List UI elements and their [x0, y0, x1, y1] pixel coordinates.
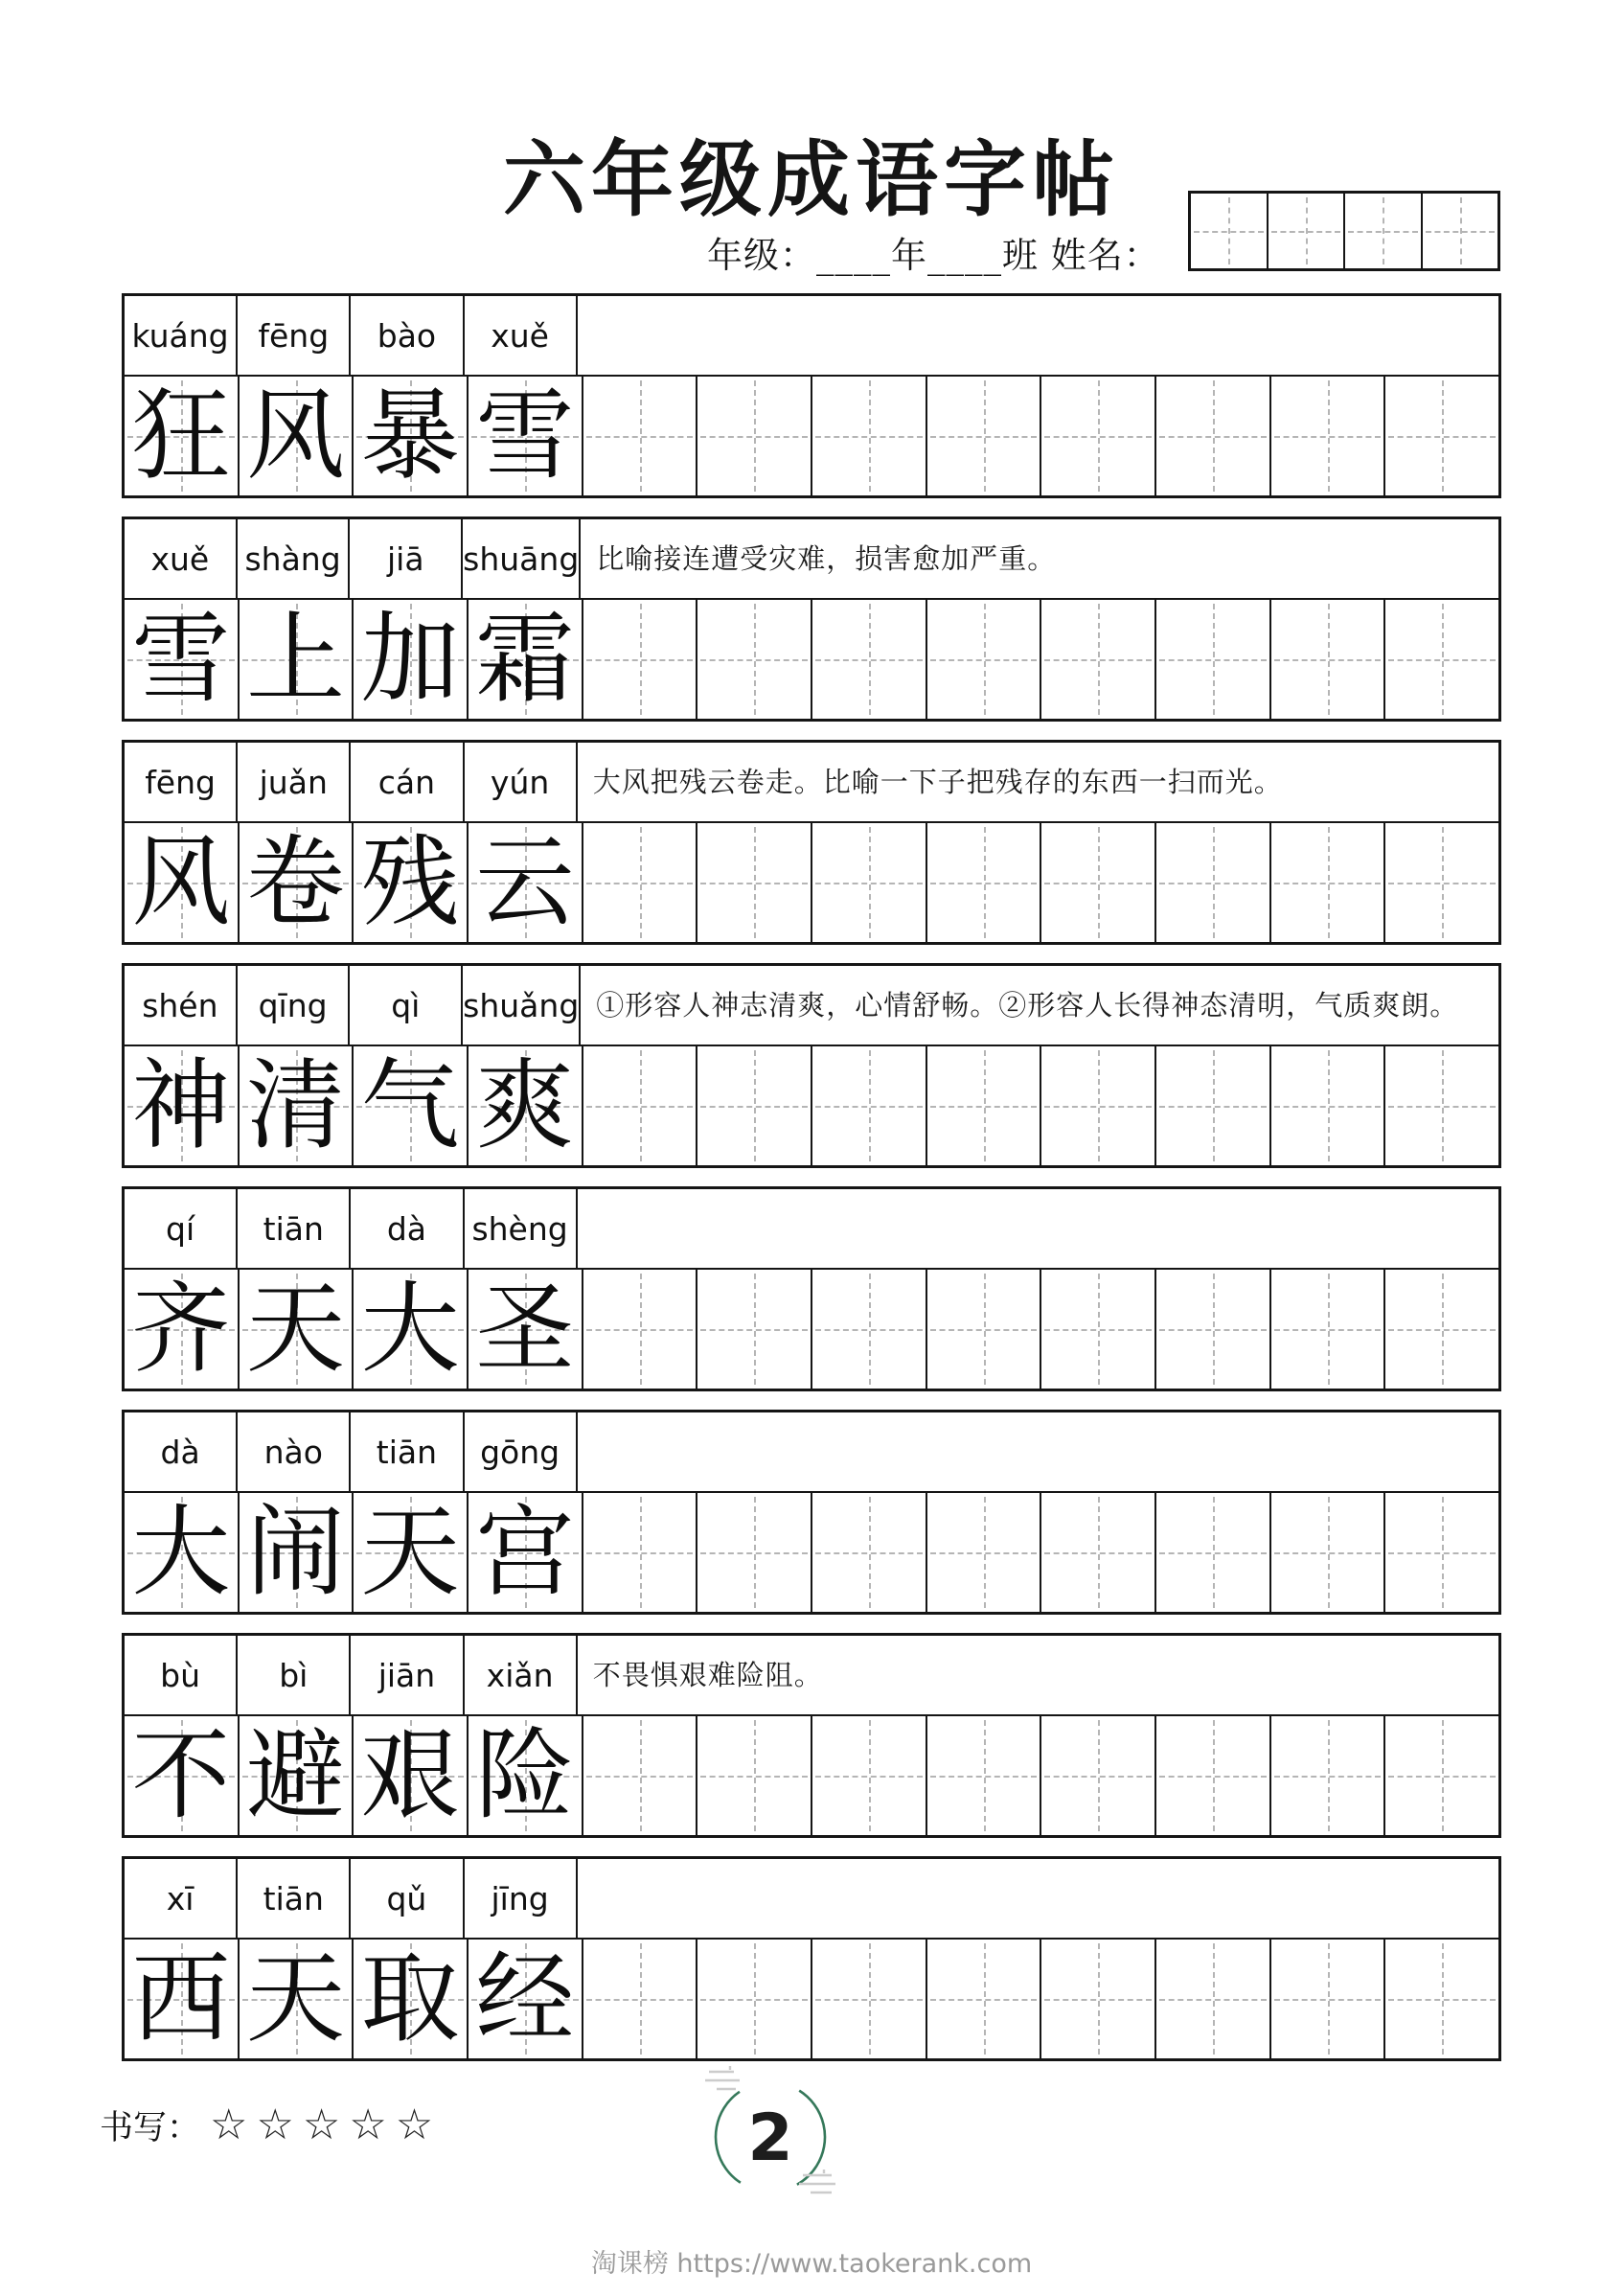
pinyin-row [125, 519, 1498, 600]
idiom-character: 加 [360, 601, 460, 717]
practice-cell [1385, 1493, 1498, 1612]
practice-cell [1041, 1046, 1156, 1165]
character-cell [240, 823, 354, 942]
explanation-cell: 大风把残云卷走。比喻一下子把残存的东西一扫而光。 [592, 765, 1283, 798]
horizontal-guide-dash [700, 436, 808, 438]
practice-cell [927, 1716, 1042, 1835]
pinyin-cell: xuě [465, 296, 578, 375]
practice-cell [812, 377, 927, 495]
horizontal-guide-dash [930, 1552, 1038, 1554]
horizontal-guide-dash [586, 1329, 694, 1331]
horizontal-guide-dash [1159, 1552, 1267, 1554]
horizontal-guide-dash [1388, 436, 1496, 438]
practice-cell [1385, 1270, 1498, 1389]
horizontal-guide-dash [930, 436, 1038, 438]
horizontal-guide-dash [586, 436, 694, 438]
character-cell [354, 600, 469, 719]
pinyin-cell: qì [350, 966, 463, 1045]
practice-cell [1156, 1940, 1271, 2058]
horizontal-guide-dash [1271, 231, 1341, 233]
pinyin-cell: bì [238, 1636, 351, 1714]
score-line [100, 2101, 442, 2149]
practice-cell [583, 600, 698, 719]
practice-cell [812, 823, 927, 942]
character-cell [354, 1046, 469, 1165]
horizontal-guide-dash [1159, 883, 1267, 884]
practice-cell [927, 1046, 1042, 1165]
horizontal-guide-dash [700, 1999, 808, 2001]
practice-cell [812, 1493, 927, 1612]
horizontal-guide-dash [586, 1552, 694, 1554]
horizontal-guide-dash [586, 1776, 694, 1778]
horizontal-guide-dash [1388, 659, 1496, 661]
practice-cell [1271, 600, 1386, 719]
page-number: 2 [747, 2101, 793, 2176]
character-cell [125, 823, 240, 942]
horizontal-guide-dash [1044, 1776, 1152, 1778]
character-cell [240, 1493, 354, 1612]
practice-cell [1271, 1716, 1386, 1835]
character-cell [354, 1940, 469, 2058]
idiom-character: 神 [131, 1047, 231, 1163]
practice-cell [1271, 377, 1386, 495]
practice-cell [1271, 1940, 1386, 2058]
pinyin-cell: kuáng [125, 296, 238, 375]
practice-cell [1156, 600, 1271, 719]
idiom-character: 雪 [475, 378, 575, 494]
pinyin-cell: tiān [351, 1412, 464, 1491]
pinyin-cell: qīng [238, 966, 351, 1045]
character-cell [354, 1716, 469, 1835]
idiom-character: 不 [131, 1717, 231, 1833]
practice-cell [927, 1493, 1042, 1612]
horizontal-guide-dash [1159, 1776, 1267, 1778]
practice-cell [583, 1046, 698, 1165]
character-cell [469, 1046, 583, 1165]
explanation-cell [578, 1412, 1498, 1491]
explanation-cell [578, 1859, 1498, 1938]
pinyin-cell: juǎn [238, 743, 351, 821]
name-grid-cell [1191, 194, 1269, 268]
horizontal-guide-dash [1388, 1999, 1496, 2001]
character-cell [125, 600, 240, 719]
horizontal-guide-dash [586, 1999, 694, 2001]
pinyin-cell: jīng [465, 1859, 578, 1938]
character-row [125, 1716, 1498, 1835]
practice-cell [697, 1270, 812, 1389]
horizontal-guide-dash [1274, 883, 1382, 884]
practice-cell [1271, 1270, 1386, 1389]
practice-cell [1041, 1493, 1156, 1612]
idiom-character: 雪 [131, 601, 231, 717]
horizontal-guide-dash [1274, 659, 1382, 661]
pinyin-cell: qí [125, 1189, 238, 1268]
horizontal-guide-dash [1388, 1552, 1496, 1554]
practice-cell [1156, 1716, 1271, 1835]
horizontal-guide-dash [1388, 883, 1496, 884]
pinyin-cell: jiā [350, 519, 463, 598]
pinyin-cell: jiān [351, 1636, 464, 1714]
character-cell [469, 1940, 583, 2058]
idiom-block [122, 1856, 1501, 2061]
practice-cell [697, 823, 812, 942]
pinyin-cell: nào [238, 1412, 351, 1491]
horizontal-guide-dash [815, 1329, 923, 1331]
idiom-character: 爽 [475, 1047, 575, 1163]
horizontal-guide-dash [815, 1776, 923, 1778]
character-cell [240, 377, 354, 495]
idiom-character: 宫 [475, 1494, 575, 1610]
horizontal-guide-dash [1044, 883, 1152, 884]
idiom-character: 狂 [131, 378, 231, 494]
idiom-character: 霜 [475, 601, 575, 717]
character-cell [125, 1716, 240, 1835]
pinyin-cell: xī [125, 1859, 238, 1938]
star-rating-icons: ☆☆☆☆☆ [210, 2101, 443, 2149]
character-cell [469, 377, 583, 495]
practice-cell [697, 377, 812, 495]
pinyin-cell: bù [125, 1636, 238, 1714]
practice-cell [927, 377, 1042, 495]
practice-cell [1041, 1940, 1156, 2058]
character-cell [125, 1940, 240, 2058]
cloud-icon [705, 2066, 740, 2089]
pinyin-cell: bào [351, 296, 464, 375]
horizontal-guide-dash [815, 883, 923, 884]
practice-cell [1385, 823, 1498, 942]
idiom-character: 大 [131, 1494, 231, 1610]
explanation-cell: 比喻接连遭受灾难，损害愈加严重。 [596, 541, 1057, 575]
character-row [125, 377, 1498, 495]
horizontal-guide-dash [930, 1999, 1038, 2001]
idiom-block [122, 1633, 1501, 1838]
character-row [125, 1046, 1498, 1165]
idiom-character: 大 [360, 1271, 460, 1387]
practice-cell [927, 823, 1042, 942]
idiom-character: 艰 [360, 1717, 460, 1833]
horizontal-guide-dash [930, 1329, 1038, 1331]
practice-cell [1156, 1493, 1271, 1612]
practice-cell [1041, 823, 1156, 942]
pinyin-cell: shèng [465, 1189, 578, 1268]
character-row [125, 823, 1498, 942]
idiom-block [122, 1186, 1501, 1391]
horizontal-guide-dash [1274, 1776, 1382, 1778]
character-cell [469, 1270, 583, 1389]
horizontal-guide-dash [815, 436, 923, 438]
horizontal-guide-dash [1274, 436, 1382, 438]
pinyin-cell: fēng [238, 296, 351, 375]
idiom-character: 取 [360, 1940, 460, 2056]
horizontal-guide-dash [1159, 436, 1267, 438]
horizontal-guide-dash [700, 659, 808, 661]
horizontal-guide-dash [1159, 1106, 1267, 1108]
practice-cell [1156, 1046, 1271, 1165]
character-cell [240, 1270, 354, 1389]
idiom-character: 风 [246, 378, 345, 494]
character-row [125, 600, 1498, 719]
character-cell [125, 1270, 240, 1389]
idiom-block [122, 1410, 1501, 1615]
pinyin-row [125, 1189, 1498, 1270]
idiom-character: 卷 [246, 824, 345, 940]
character-cell [125, 377, 240, 495]
idiom-block [122, 293, 1501, 498]
character-cell [354, 377, 469, 495]
practice-cell [812, 1940, 927, 2058]
horizontal-guide-dash [700, 1776, 808, 1778]
practice-cell [583, 823, 698, 942]
pinyin-cell: fēng [125, 743, 238, 821]
character-cell [354, 1493, 469, 1612]
practice-cell [1041, 1270, 1156, 1389]
horizontal-guide-dash [930, 659, 1038, 661]
page-title: 六年级成语字帖 [503, 131, 1120, 228]
practice-cell [1156, 377, 1271, 495]
practice-cell [1041, 1716, 1156, 1835]
practice-cell [697, 1046, 812, 1165]
character-cell [469, 823, 583, 942]
practice-cell [1041, 377, 1156, 495]
idiom-character: 西 [131, 1940, 231, 2056]
horizontal-guide-dash [1044, 1552, 1152, 1554]
horizontal-guide-dash [1388, 1329, 1496, 1331]
pinyin-cell: tiān [238, 1859, 351, 1938]
horizontal-guide-dash [1159, 659, 1267, 661]
name-grid-cell [1345, 194, 1423, 268]
pinyin-cell: tiān [238, 1189, 351, 1268]
character-cell [240, 600, 354, 719]
horizontal-guide-dash [1274, 1329, 1382, 1331]
horizontal-guide-dash [1388, 1776, 1496, 1778]
pinyin-row [125, 743, 1498, 823]
name-grid-cell [1269, 194, 1346, 268]
character-cell [240, 1940, 354, 2058]
character-cell [240, 1716, 354, 1835]
practice-cell [812, 1716, 927, 1835]
horizontal-guide-dash [1194, 231, 1264, 233]
horizontal-guide-dash [1044, 1106, 1152, 1108]
practice-cell [812, 600, 927, 719]
practice-cell [697, 600, 812, 719]
pinyin-row [125, 966, 1498, 1046]
practice-cell [697, 1493, 812, 1612]
horizontal-guide-dash [1274, 1552, 1382, 1554]
score-label: 书写： [100, 2108, 201, 2147]
horizontal-guide-dash [586, 1106, 694, 1108]
horizontal-guide-dash [586, 883, 694, 884]
practice-cell [927, 600, 1042, 719]
grade-name-line: 年级：____年____班 姓名： [707, 235, 1160, 276]
idiom-character: 残 [360, 824, 460, 940]
practice-cell [812, 1046, 927, 1165]
explanation-cell: ①形容人神志清爽，心情舒畅。②形容人长得神态清明，气质爽朗。 [596, 988, 1459, 1022]
idiom-character: 险 [475, 1717, 575, 1833]
pinyin-cell: gōng [465, 1412, 578, 1491]
idiom-character: 天 [246, 1940, 345, 2056]
idiom-character: 经 [475, 1940, 575, 2056]
pinyin-cell: cán [351, 743, 464, 821]
horizontal-guide-dash [1044, 436, 1152, 438]
idiom-character: 云 [475, 824, 575, 940]
page-number-decoration [696, 2053, 849, 2220]
horizontal-guide-dash [1044, 659, 1152, 661]
pinyin-row [125, 1636, 1498, 1716]
idiom-character: 暴 [360, 378, 460, 494]
horizontal-guide-dash [700, 1106, 808, 1108]
idiom-character: 清 [246, 1047, 345, 1163]
name-grid-cell [1423, 194, 1498, 268]
pinyin-cell: yún [465, 743, 578, 821]
practice-cell [1156, 1270, 1271, 1389]
horizontal-guide-dash [1159, 1999, 1267, 2001]
horizontal-guide-dash [1159, 1329, 1267, 1331]
idiom-block [122, 740, 1501, 945]
pinyin-cell: shuāng [463, 519, 581, 598]
character-row [125, 1493, 1498, 1612]
idiom-table [122, 293, 1501, 2079]
horizontal-guide-dash [815, 1552, 923, 1554]
character-row [125, 1940, 1498, 2058]
idiom-character: 天 [246, 1271, 345, 1387]
pinyin-cell: shén [125, 966, 238, 1045]
pinyin-cell: shuǎng [463, 966, 581, 1045]
character-cell [469, 1493, 583, 1612]
horizontal-guide-dash [1274, 1106, 1382, 1108]
horizontal-guide-dash [930, 1776, 1038, 1778]
idiom-character: 风 [131, 824, 231, 940]
idiom-character: 圣 [475, 1271, 575, 1387]
practice-cell [1385, 1046, 1498, 1165]
idiom-block [122, 963, 1501, 1168]
practice-cell [927, 1940, 1042, 2058]
horizontal-guide-dash [700, 883, 808, 884]
character-row [125, 1270, 1498, 1389]
practice-cell [1271, 1046, 1386, 1165]
character-cell [354, 823, 469, 942]
pinyin-cell: dà [351, 1189, 464, 1268]
explanation-cell: 不畏惧艰难险阻。 [592, 1658, 823, 1691]
character-cell [469, 1716, 583, 1835]
practice-cell [1271, 1493, 1386, 1612]
horizontal-guide-dash [1388, 1106, 1496, 1108]
pinyin-cell: qǔ [351, 1859, 464, 1938]
idiom-block [122, 517, 1501, 722]
pinyin-cell: xiǎn [465, 1636, 578, 1714]
practice-cell [583, 1270, 698, 1389]
practice-cell [1156, 823, 1271, 942]
horizontal-guide-dash [1044, 1999, 1152, 2001]
horizontal-guide-dash [815, 659, 923, 661]
horizontal-guide-dash [586, 659, 694, 661]
practice-cell [697, 1716, 812, 1835]
idiom-character: 避 [246, 1717, 345, 1833]
idiom-character: 齐 [131, 1271, 231, 1387]
horizontal-guide-dash [815, 1999, 923, 2001]
pinyin-cell: dà [125, 1412, 238, 1491]
horizontal-guide-dash [1348, 231, 1418, 233]
idiom-character: 天 [360, 1494, 460, 1610]
pinyin-row [125, 296, 1498, 377]
practice-cell [1271, 823, 1386, 942]
pinyin-cell: shàng [238, 519, 351, 598]
practice-cell [1385, 377, 1498, 495]
practice-cell [1385, 1940, 1498, 2058]
name-writing-grid [1188, 191, 1500, 271]
practice-cell [697, 1940, 812, 2058]
practice-cell [583, 377, 698, 495]
character-cell [469, 600, 583, 719]
horizontal-guide-dash [1044, 1329, 1152, 1331]
practice-cell [1385, 600, 1498, 719]
practice-cell [1385, 1716, 1498, 1835]
horizontal-guide-dash [700, 1329, 808, 1331]
pinyin-row [125, 1412, 1498, 1493]
horizontal-guide-dash [1274, 1999, 1382, 2001]
idiom-character: 气 [360, 1047, 460, 1163]
horizontal-guide-dash [930, 883, 1038, 884]
pinyin-row [125, 1859, 1498, 1940]
practice-cell [812, 1270, 927, 1389]
character-cell [125, 1046, 240, 1165]
practice-cell [583, 1940, 698, 2058]
character-cell [240, 1046, 354, 1165]
idiom-character: 闹 [246, 1494, 345, 1610]
character-cell [125, 1493, 240, 1612]
explanation-cell [578, 296, 1498, 375]
idiom-character: 上 [246, 601, 345, 717]
pinyin-cell: xuě [125, 519, 238, 598]
explanation-cell [578, 1189, 1498, 1268]
practice-cell [583, 1493, 698, 1612]
footer-site-text: 淘课榜 https://www.taokerank.com [590, 2249, 1033, 2279]
horizontal-guide-dash [930, 1106, 1038, 1108]
horizontal-guide-dash [1426, 231, 1496, 233]
practice-cell [583, 1716, 698, 1835]
practice-cell [927, 1270, 1042, 1389]
horizontal-guide-dash [700, 1552, 808, 1554]
practice-cell [1041, 600, 1156, 719]
horizontal-guide-dash [815, 1106, 923, 1108]
character-cell [354, 1270, 469, 1389]
